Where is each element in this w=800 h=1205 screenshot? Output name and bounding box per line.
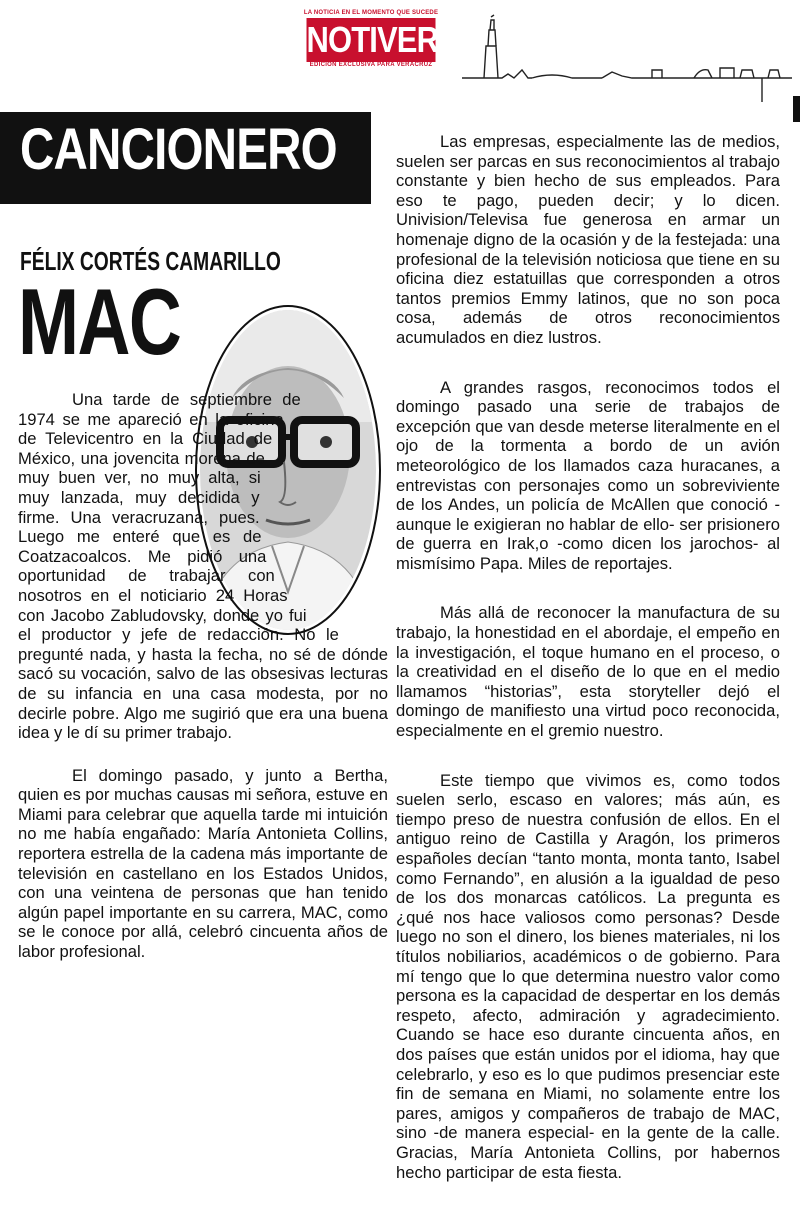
- masthead-tagline-bottom: EDICION EXCLUSIVA PARA VERACRUZ: [309, 62, 433, 68]
- masthead: [296, 10, 446, 78]
- paragraph: Este tiempo que vivimos es, como todos suelen serlo, escaso en valores; más aún, es tiempo preso de nuestra confusión de ellos. En el antiguo reino de Castilla y Aragón, los primeros españoles decían “tanto monta, monta tanto, Isabel como Fernando”, en alusión a la igualdad de peso de los dos monarcas católicos. La pregunta es ¿qué nos hace valiosos como personas? Desde luego no son el dinero, los bienes materiales, ni los títulos nobiliarios, académicos o de gobierno. Para mí tengo que lo que determina nuestro valor como persona es la capacidad de despertar en los demás respeto, afecto, admiración y agradecimiento. Cuando se hace eso durante cincuenta años, en dos países que están unidos por el idioma, hay que celebrarlo, y eso es lo que pudimos presenciar este fin de semana en Miami, no solamente entre los pares, amigos y compañeros de trabajo de MAC, sino -de manera especial- en la gente de la calle. Gracias, María Antonieta Collins, por habernos hecho participar de esta fiesta.: [396, 770, 780, 1182]
- section-banner: [0, 112, 371, 204]
- paragraph: El domingo pasado, y junto a Bertha, quien es por muchas causas mi señora, estuve en Miami para celebrar que aquella tarde mi intuición no me había engañado: María Antonieta Collins, reportera estrella de la cadena más importante de televisión en castellano en los Estados Unidos, con una veintena de personas que han tenido algún papel importante en su carrera, MAC, como se le conoce por allá, celebró cincuenta años de labor profesional.: [18, 765, 388, 962]
- article-headline: MAC: [18, 269, 181, 374]
- masthead-tagline-top: LA NOTICIA EN EL MOMENTO QUE SUCEDE: [303, 10, 439, 16]
- article-column-left: [18, 390, 388, 1060]
- article-column-right: [396, 132, 780, 1205]
- paragraph: Más allá de reconocer la manufactura de su trabajo, la honestidad en el abordaje, el empeño en la investigación, el toque humano en el proceso, o la creatividad en el diseño de lo que en el medio llamamos “historias”, esta storyteller dejó el domingo de manifiesto una virtud poco reconocida, especialmente en el gremio nuestro.: [396, 603, 780, 741]
- paragraph: A grandes rasgos, reconocimos todos el domingo pasado una serie de trabajos de excepción que van desde meterse literalmente en el ojo de la tormenta a bordo de un avión meteorológico de los llamados caza huracanes, a entrevistas con personajes como un sobreviviente de los Andes, un policía de McAllen que conoció -aunque le exigieran no hablar de ello- ser prisionero de guerra en Irak,o -como dicen los jarochos- al mismísimo Papa. Miles de reportajes.: [396, 377, 780, 573]
- notiver-logo: NOTIVER: [306, 19, 439, 60]
- section-title: CANCIONERO: [20, 117, 337, 182]
- fortress-skyline-illustration: [462, 12, 800, 104]
- paragraph: Una tarde de septiembre de 1974 se me apareció en la oficina de Televicentro en la Ciudad de México, una jovencita morena de muy buen ver, no muy alta, si muy lanzada, muy decidida y firme. Una veracruzana, pues. Luego me enteré que es de Coatzacoalcos. Me pidió una oportunidad de trabajar con nosotros en el noticiario 24 Horas con Jacobo Zabludovsky, donde yo fui el productor y jefe de redacción. No le pregunté nada, y hasta la fecha, no sé de dónde sacó su vocación, salvo de las obsesivas lecturas de su infancia en una casa modesta, por no decirle pobre. Algo me sugirió que era una buena idea y le dí su primer trabajo.: [18, 390, 388, 743]
- paragraph: Las empresas, especialmente las de medios, suelen ser parcas en sus reconocimientos al trabajo constante y bien hecho de sus empleados. Para eso te pago, pueden decir; y lo dicen. Univision/Televisa fue generosa en armar un homenaje digno de la ocasión y de la festejada: una profesional de la televisión noticiosa que tiene en su oficina diez estatuillas que corresponden a otros tantos premios Emmy latinos, que no son poca cosa, además de otros reconocimientos acumulados en diez lustros.: [396, 132, 780, 347]
- edge-marker: [793, 96, 800, 122]
- author-byline: FÉLIX CORTÉS CAMARILLO: [20, 246, 281, 276]
